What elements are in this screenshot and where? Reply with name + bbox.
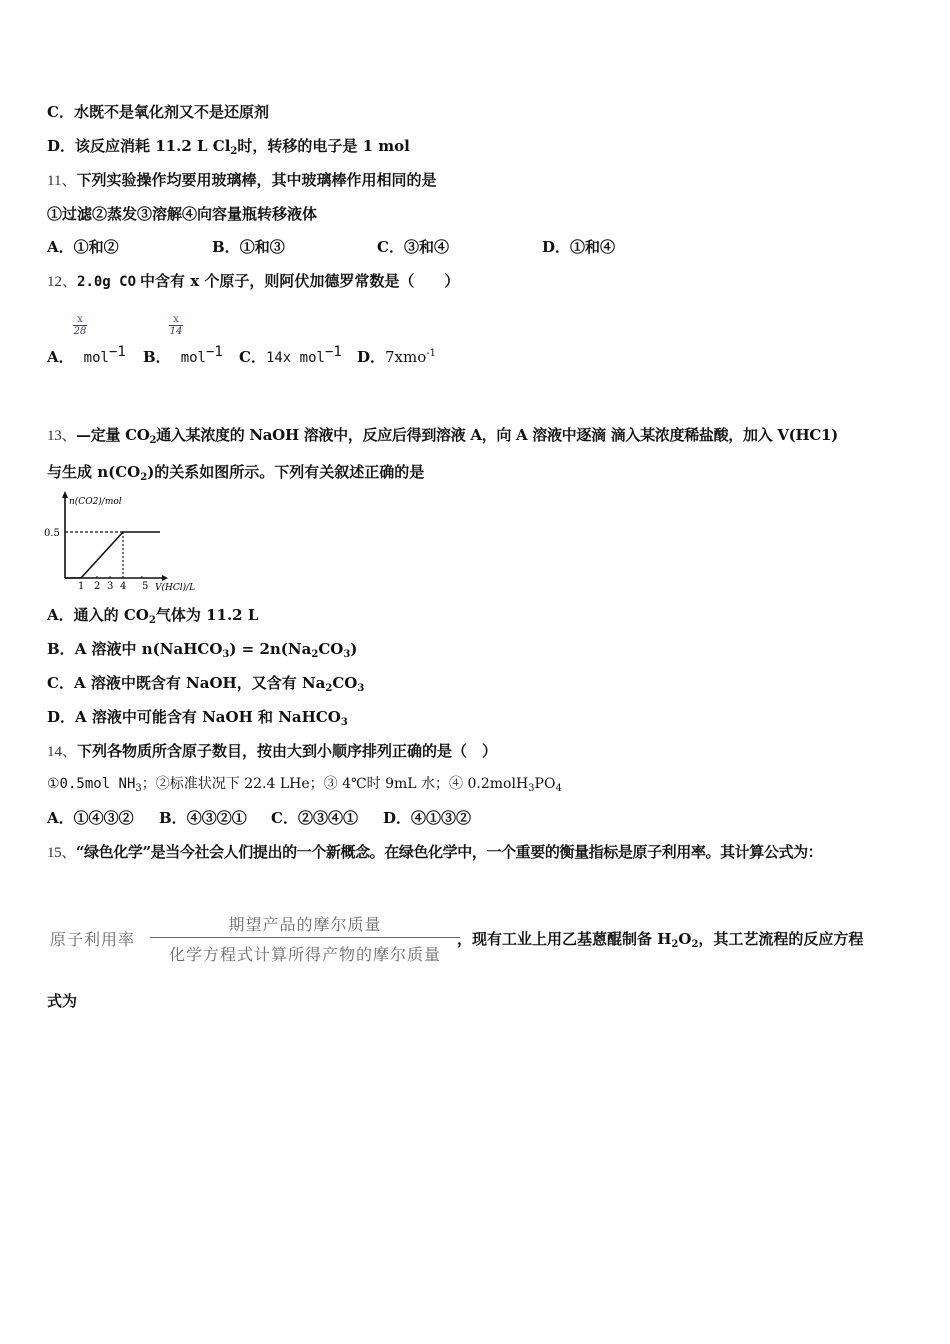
q12-stem bbox=[47, 271, 459, 292]
option-label: C． bbox=[47, 674, 74, 692]
y-axis-arrow-icon bbox=[62, 491, 68, 498]
option-label: B． bbox=[47, 640, 75, 658]
subscript: 2 bbox=[149, 435, 157, 446]
fraction-numerator: x bbox=[73, 314, 87, 326]
q15-after-formula bbox=[457, 929, 863, 949]
q14-option-b bbox=[159, 808, 271, 828]
q13-option-d bbox=[47, 707, 348, 727]
x-axis-arrow-icon bbox=[162, 575, 168, 581]
item-text: ①0.5mol NH bbox=[47, 776, 136, 792]
option-text: 时，转移的电子是 1 mol bbox=[237, 137, 410, 155]
question-text: )的关系如图所示。下列有关叙述正确的是 bbox=[147, 463, 425, 481]
option-text: 14x mol bbox=[265, 350, 325, 366]
option-label: A． bbox=[47, 809, 74, 827]
q14-stem bbox=[47, 741, 497, 762]
y-tick-label: 0.5 bbox=[44, 528, 60, 539]
question-number: 14、 bbox=[47, 744, 78, 760]
subscript: 2 bbox=[148, 615, 156, 626]
option-text: ) = 2n(Na bbox=[229, 640, 312, 658]
question-text: “绿色化学”是当今社会人们提出的一个新概念。在绿色化学中，一个重要的衡量指标是原子利用率。其计算公式为： bbox=[75, 843, 823, 861]
question-text: ，现有工业上用乙基蒽醌制备 H bbox=[457, 930, 672, 948]
question-text: ，其工艺流程的反应方程 bbox=[698, 930, 864, 948]
item-text: ；②标准状况下 22.4 LHe；③ 4℃时 9mL 水；④ 0.2molH bbox=[141, 776, 529, 792]
data-line bbox=[65, 532, 160, 578]
option-text: ①和② bbox=[73, 238, 119, 256]
option-text: ③和④ bbox=[403, 238, 449, 256]
q11-option-c bbox=[377, 237, 542, 257]
superscript: −1 bbox=[108, 344, 126, 360]
option-label: D． bbox=[47, 708, 76, 726]
q12-options bbox=[47, 344, 437, 368]
q13-option-a bbox=[47, 605, 258, 625]
option-text: mol bbox=[83, 350, 109, 366]
y-axis-label: n(CO2)/mol bbox=[69, 497, 122, 507]
option-text: mol bbox=[180, 350, 206, 366]
q14-option-d bbox=[383, 808, 471, 828]
option-text: 该反应消耗 11.2 L Cl bbox=[75, 137, 231, 155]
question-text: 中含有 x 个原子，则阿伏加德罗常数是（ ） bbox=[140, 272, 460, 290]
question-number: 15、 bbox=[47, 845, 76, 861]
x-axis-label: V(HCl)/L bbox=[155, 583, 196, 593]
fraction-bar bbox=[150, 937, 460, 938]
question-text: 下列实验操作均要用玻璃棒，其中玻璃棒作用相同的是 bbox=[76, 171, 437, 189]
fraction-x-over-28 bbox=[73, 314, 87, 337]
question-text: 通入某浓度的 NaOH 溶液中，反应后得到溶液 A，向 A 溶液中逐滴 滴入某浓度稀盐酸，加入 V(HC1) bbox=[156, 426, 838, 444]
q13-stem-line2 bbox=[47, 462, 424, 482]
option-label: D． bbox=[47, 137, 76, 155]
item-text: PO bbox=[534, 776, 556, 792]
q15-last-line: 式为 bbox=[47, 992, 78, 1010]
formula-lhs: 原子利用率 bbox=[50, 930, 136, 949]
q11-option-b bbox=[212, 237, 377, 257]
option-text: 气体为 11.2 L bbox=[155, 606, 259, 624]
option-label: D． bbox=[542, 238, 571, 256]
superscript: −1 bbox=[324, 344, 342, 360]
question-text: 下列各物质所含原子数目，按由大到小顺序排列正确的是（ ） bbox=[77, 742, 498, 760]
fraction-denominator: 28 bbox=[73, 326, 87, 337]
q11-stem bbox=[47, 170, 436, 191]
subscript: 2 bbox=[230, 146, 238, 157]
subscript: 2 bbox=[691, 939, 699, 950]
formula-denominator: 化学方程式计算所得产物的摩尔质量 bbox=[168, 945, 441, 964]
option-text: CO bbox=[332, 674, 358, 692]
q14-options bbox=[47, 808, 471, 828]
q13-stem-line1 bbox=[47, 425, 838, 446]
option-label: A． bbox=[47, 606, 74, 624]
superscript: -1 bbox=[426, 348, 437, 359]
fraction-denominator: 14 bbox=[169, 326, 183, 337]
subscript: 2 bbox=[140, 472, 148, 483]
option-label: C． bbox=[239, 348, 266, 366]
subscript: 3 bbox=[528, 783, 535, 794]
option-text: CO bbox=[318, 640, 344, 658]
question-text: 与生成 n(CO bbox=[47, 463, 141, 481]
co2-vs-hcl-chart bbox=[40, 490, 220, 595]
x-tick-label: 2 bbox=[94, 581, 101, 592]
fraction-numerator: x bbox=[169, 314, 183, 326]
option-label: C． bbox=[47, 103, 74, 121]
subscript: 4 bbox=[555, 783, 562, 794]
subscript: 3 bbox=[343, 649, 351, 660]
fraction-x-over-14 bbox=[169, 314, 183, 337]
question-text: —定量 CO bbox=[76, 426, 150, 444]
q11-option-a bbox=[47, 237, 212, 257]
option-text: 水既不是氧化剂又不是还原剂 bbox=[73, 103, 269, 121]
option-label: B． bbox=[159, 809, 187, 827]
subscript: 3 bbox=[135, 783, 142, 794]
question-number: 12、 bbox=[47, 274, 78, 290]
q12-option-c bbox=[239, 344, 357, 368]
q10-option-c bbox=[47, 102, 269, 122]
option-label: B． bbox=[212, 238, 240, 256]
q10-option-d bbox=[47, 136, 410, 156]
option-text: 7xmo bbox=[385, 348, 427, 366]
option-text: ④①③② bbox=[411, 809, 472, 827]
option-text: A 溶液中可能含有 NaOH 和 NaHCO bbox=[75, 708, 341, 726]
q13-option-b bbox=[47, 639, 357, 659]
option-text: A 溶液中既含有 NaOH，又含有 Na bbox=[73, 674, 326, 692]
option-label: A． bbox=[47, 348, 74, 366]
q12-option-b bbox=[143, 344, 239, 368]
x-tick-label: 5 bbox=[142, 581, 149, 592]
question-text: O bbox=[678, 930, 692, 948]
q15-stem bbox=[47, 842, 822, 863]
subscript: 3 bbox=[340, 717, 348, 728]
superscript: −1 bbox=[205, 344, 223, 360]
option-text: 通入的 CO bbox=[73, 606, 149, 624]
q11-option-d bbox=[542, 237, 615, 257]
question-text: 2.0g CO bbox=[77, 274, 137, 290]
q12-option-d bbox=[357, 347, 436, 367]
subscript: 3 bbox=[357, 683, 365, 694]
option-label: A． bbox=[47, 238, 74, 256]
formula-numerator: 期望产品的摩尔质量 bbox=[228, 915, 382, 934]
q12-option-a bbox=[47, 344, 143, 368]
q14-option-c bbox=[271, 808, 383, 828]
x-tick-label: 4 bbox=[120, 581, 127, 592]
subscript: 2 bbox=[325, 683, 333, 694]
subscript: 3 bbox=[222, 649, 230, 660]
option-label: D． bbox=[357, 348, 386, 366]
option-text: ①④③② bbox=[73, 809, 134, 827]
option-label: D． bbox=[383, 809, 412, 827]
question-number: 13、 bbox=[47, 428, 77, 444]
option-text: A 溶液中 n(NaHCO bbox=[74, 640, 223, 658]
option-text: ①和③ bbox=[239, 238, 285, 256]
option-label: C． bbox=[271, 809, 298, 827]
x-tick-label: 1 bbox=[78, 581, 85, 592]
q14-items bbox=[47, 774, 562, 794]
q14-option-a bbox=[47, 808, 159, 828]
subscript: 2 bbox=[311, 649, 319, 660]
subscript: 2 bbox=[671, 939, 679, 950]
option-text: ④③②① bbox=[186, 809, 247, 827]
q11-items: ①过滤②蒸发③溶解④向容量瓶转移液体 bbox=[47, 205, 318, 223]
option-label: C． bbox=[377, 238, 404, 256]
x-tick-label: 3 bbox=[107, 581, 114, 592]
question-number: 11、 bbox=[47, 173, 77, 189]
option-label: B． bbox=[143, 348, 171, 366]
option-text: ) bbox=[350, 640, 358, 658]
option-text: ①和④ bbox=[570, 238, 616, 256]
q13-option-c bbox=[47, 673, 364, 693]
formula-fraction bbox=[150, 912, 460, 965]
option-text: ②③④① bbox=[297, 809, 358, 827]
q11-options bbox=[47, 237, 615, 257]
